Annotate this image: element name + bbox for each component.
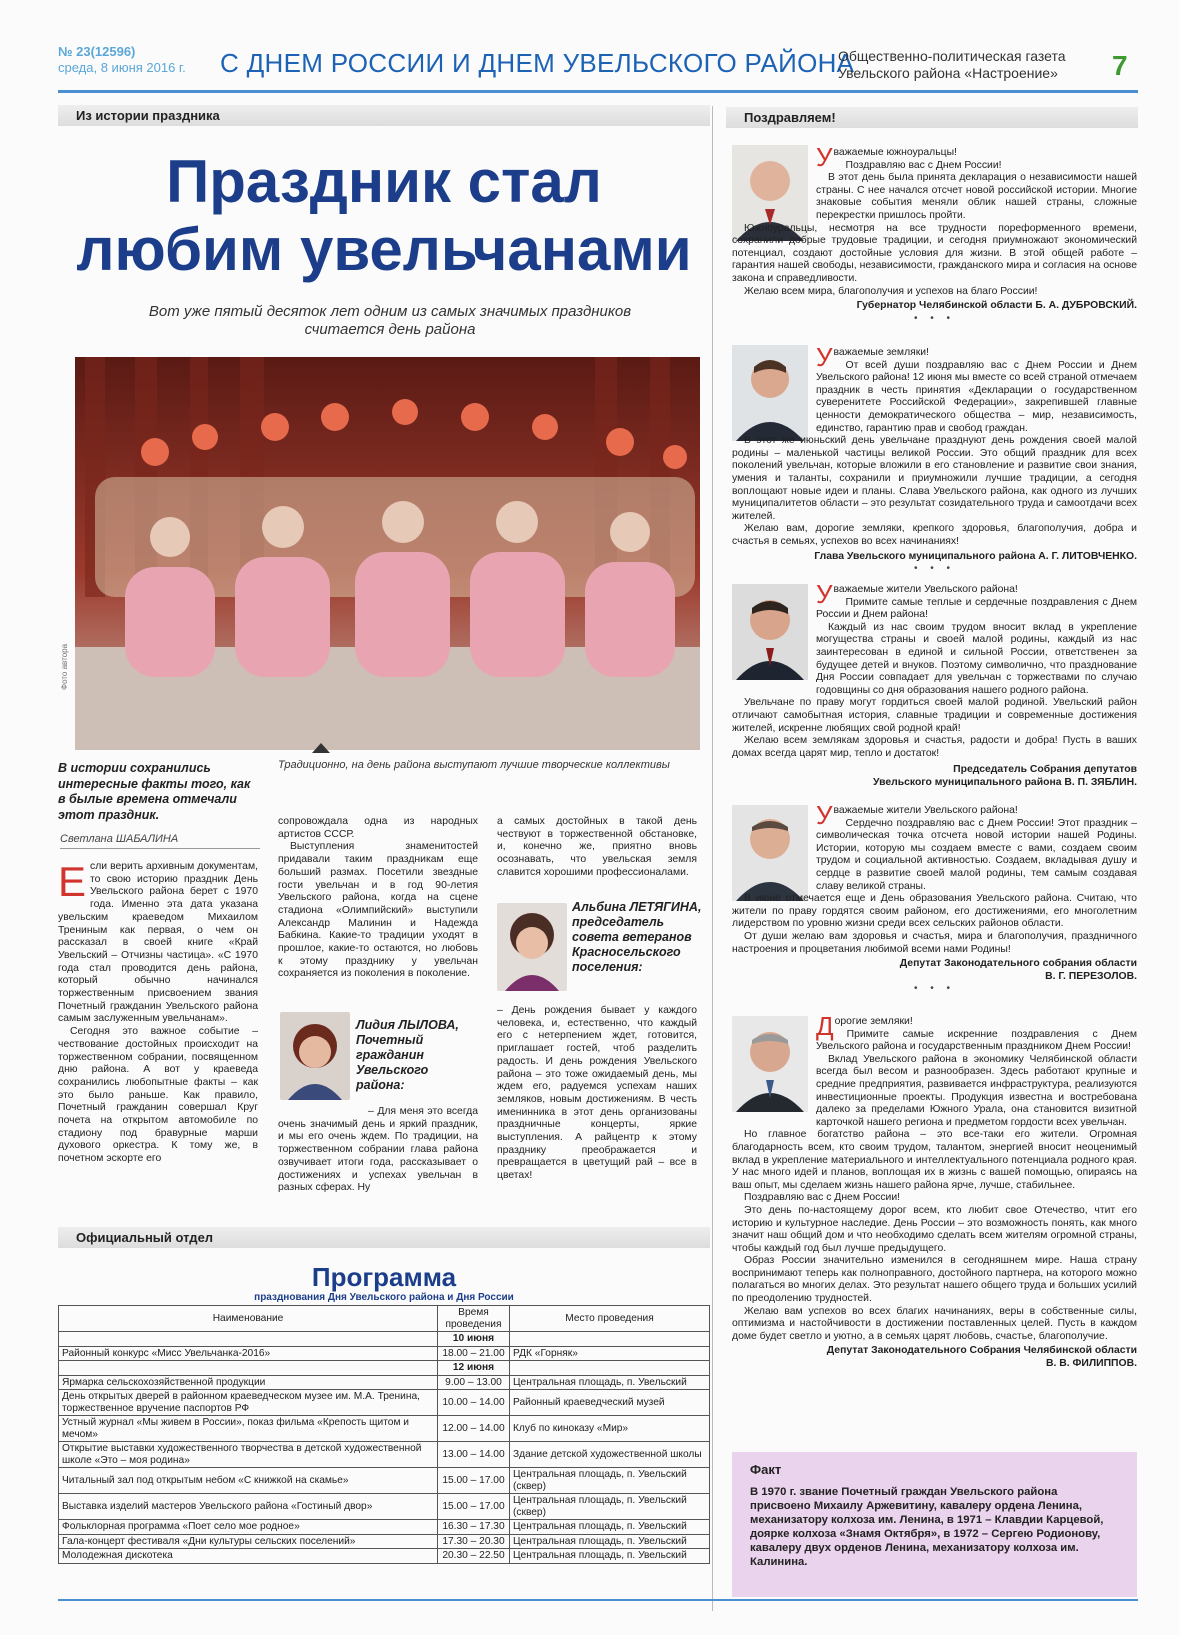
albina-quote: – День рождения бывает у каждого человека, и, естественно, что каждый его с нетерпением ждет, готовится, приглашает гостей, чтоб разделить радость. И день рождения Увельского района – это тоже ожидаемый день, мы ждем его, радуемся успехам наших земляков, новым достижениям. В честь именинника в этот день организованы праздничные концерты, яркие выступления. А райцентр к этому празднику преображается и превращается в цветущий рай – все в цветах!	[497, 1005, 697, 1182]
separator-stars: • • •	[913, 312, 956, 324]
fact-box	[732, 1452, 1137, 1597]
col-time-header: Время проведения	[438, 1306, 510, 1332]
separator-stars: • • •	[913, 563, 956, 575]
letter-greeting: орогие земляки!	[834, 1016, 913, 1027]
letter-paragraph: Желаю всем землякам здоровья и счастья, радости и добра! Пусть в ваших домах всегда царят мир, тепло и достаток!	[732, 735, 1137, 759]
event-time: 17.30 – 20.30	[438, 1534, 510, 1549]
albina-portrait	[497, 903, 567, 991]
col-place-header: Место проведения	[510, 1306, 710, 1332]
event-name: Гала-концерт фестиваля «Дни культуры сельских поселений»	[59, 1534, 438, 1549]
event-place: РДК «Горняк»	[510, 1346, 710, 1361]
article-col1	[58, 858, 258, 1166]
drop-cap: У	[816, 579, 833, 609]
table-row	[59, 1375, 710, 1390]
col1-paragraph2: Сегодня это важное событие – чествование достойных происходит на торжественном собрании, посвященном дню района. А вот у краеведа сохранились любопытные факты – как это было раньше. Как правило, Почетный гражданин совершал Круг почета на открытом автомобиле по стадиону под бравурные марши духового оркестра. К тому же, в почетном эскорте его	[58, 1026, 258, 1165]
letter-signature-title: Депутат Законодательного собрания области	[899, 958, 1137, 970]
letter-paragraph: В июне отмечается еще и День образования Увельского района. Считаю, что жители по праву гордятся своим районом, его достижениями, его многолетним лидерством по уровню жизни среди всех сельских районов области.	[732, 893, 1137, 930]
photo-credit: Фото автора	[60, 643, 69, 690]
header-title: С ДНЕМ РОССИИ И ДНЕМ УВЕЛЬСКОГО РАЙОНА	[220, 48, 855, 78]
footer-rule	[58, 1599, 1138, 1601]
event-name: Фольклорная программа «Поет село мое родное»	[59, 1520, 438, 1535]
issue-number: № 23(12596)	[58, 44, 136, 59]
event-name: Читальный зал под открытым небом «С книжкой на скамье»	[59, 1468, 438, 1494]
headline-line2: любим увельчанами	[76, 216, 692, 283]
event-time: 16.30 – 17.30	[438, 1520, 510, 1535]
lead	[70, 303, 710, 339]
drop-cap: У	[816, 342, 833, 372]
letter-paragraph: Поздравляю вас с Днем России!	[744, 1192, 901, 1204]
col2-paragraph1: сопровождала одна из народных артистов СССР.	[278, 816, 478, 840]
date-cell: 10 июня	[438, 1332, 510, 1347]
event-place: Центральная площадь, п. Увельский	[510, 1534, 710, 1549]
letter-paragraph: Поздравляю вас с Днем России!	[845, 159, 1002, 171]
event-name: Молодежная дискотека	[59, 1549, 438, 1564]
letter-perezolov	[732, 800, 1137, 996]
date-cell: 12 июня	[438, 1361, 510, 1376]
letter-greeting: важаемые жители Увельского района!	[833, 805, 1018, 816]
letter-paragraph: Желаю вам, дорогие земляки, крепкого здоровья, благополучия, добра и счастья в семьях, успехов во всех начинаниях!	[732, 523, 1137, 547]
event-name: Открытие выставки художественного творчества в детской художественной школе «Это – моя родина»	[59, 1442, 438, 1468]
letter-signature-title: Председатель Собрания депутатов	[953, 764, 1137, 776]
event-place: Центральная площадь, п. Увельский	[510, 1520, 710, 1535]
section-official: Официальный отдел	[58, 1227, 710, 1248]
headline	[60, 148, 708, 284]
col3-paragraph1: а самых достойных в такой день чествуют в торжественной обстановке, и, конечно же, приятно вновь осознавать, что увельская земля славится хорошими профессионалами.	[497, 816, 697, 878]
letter-paragraph: Каждый из нас своим трудом вносит вклад в укрепление могущества страны и своей малой родины, каждый из нас заинтересован в единой и сильной России, ответственен за будущее детей и внуков. Поэтому символично, что празднование Дня России совпадает для увельчан с торжествами по случаю годовщины со дня образования нашего родного района.	[816, 621, 1137, 696]
col1-paragraph1: сли верить архивным документам, то свою историю праздник День Увельского района берет с 1970 года. Именно эта дата указана увельским краеведом Михаилом Трениным как первая, о чем он рассказал в своей книге «Край Увельский – Отчизны частица». «С 1970 года стал проводится день района, который обычно начинался торжественным присвоением звания Почетный гражданин Увельского района самым заслуженным увельчанам».	[58, 861, 258, 1025]
section-congrats: Поздравляем!	[726, 107, 1138, 128]
issue-info	[58, 44, 186, 76]
letter-signature: Губернатор Челябинской области Б. А. ДУБРОВСКИЙ.	[856, 300, 1137, 312]
event-place: Центральная площадь, п. Увельский	[510, 1549, 710, 1564]
letter-paragraph: Южноуральцы, несмотря на все трудности пореформенного времени, сохранили добрые трудовые традиции, и сегодня приумножают экономический потенциал, создают достойные условия для жизни. В этой общей работе – гарантия нашей свободы, независимости, гражданского мира и согласия на основе закона и справедливости.	[732, 222, 1137, 284]
table-row	[59, 1520, 710, 1535]
fact-title: Факт	[750, 1462, 782, 1477]
letter-dubrovsky	[732, 142, 1137, 325]
table-row	[59, 1534, 710, 1549]
letter-paragraph: От всей души поздравляю вас с Днем России и Днем Увельского района! 12 июня мы вместе со всей страной отмечаем праздник в честь принятия «Декларации о государственном суверенитете Российской Федерации», закрепившей главные ценности демократического общества – мир, независимость, единство, гарантию прав и свобод граждан.	[816, 359, 1138, 434]
main-photo	[75, 357, 700, 750]
paper-name-line1: Общественно-политическая газета	[838, 48, 1066, 64]
lead-line2: считается день района	[304, 321, 476, 338]
letter-paragraph: Желаю вам успехов во всех благих начинаниях, веры в собственные силы, оптимизма и настойчивости в достижении поставленных целей. Пусть в каждом доме будет светло и уютно, а в семьях царят любовь, счастье, благополучие.	[732, 1305, 1137, 1342]
article-col2	[278, 816, 478, 981]
headline-line1: Праздник стал	[166, 148, 602, 215]
fact-text: В 1970 г. звание Почетный граждан Увельского района присвоено Михаилу Аржевитину, кавалеру ордена Ленина, механизатору колхоза им. Ленина, в 1971 – Клавдии Карцевой, доярке колхоза «Знамя Октября», в 1972 – Сергею Родионову, кавалеру двух орденов Ленина, механизатору колхоза им. Калинина.	[750, 1486, 1104, 1568]
portrait-woman-icon	[497, 903, 567, 991]
caption-pointer-icon	[312, 743, 330, 753]
letter-paragraph: Но главное богатство района – это все-таки его жители. Огромная благодарность всем, кто своим трудом, талантом, энергией вносит неоценимый вклад в укрепление материального и интеллектуального потенциала родного края. У нас много идей и планов, воплощая их в жизнь с вашей помощью, опираясь на ваш опыт, мы сделаем жизнь нашего района ярче, лучше, стабильнее.	[732, 1129, 1137, 1191]
section-history: Из истории праздника	[58, 105, 710, 126]
event-name: Устный журнал «Мы живем в России», показ фильма «Крепость щитом и мечом»	[59, 1416, 438, 1442]
page-number: 7	[1112, 50, 1128, 81]
col2-paragraph2: Выступления знаменитостей придавали таким праздникам еще больший размах. Посетили звездные гости увельчан и в год 90-летия Увельского района, когда на сцене стадиона «Олимпийский» выступили Александр Малинин и Надежда Бабкина. Какие-то традиции уходят в прошлое, какие-то остаются, но любовь к этому празднику у увельчан сохраняется из поколения в поколение.	[278, 841, 478, 980]
event-place: Центральная площадь, п. Увельский	[510, 1375, 710, 1390]
event-time: 12.00 – 14.00	[438, 1416, 510, 1442]
letter-signature-title: Депутат Законодательного Собрания Челябинской области	[826, 1345, 1137, 1357]
dancers-photo-illustration	[75, 357, 700, 750]
letter-litovchenko	[732, 342, 1138, 576]
table-row	[59, 1332, 710, 1347]
program-body	[59, 1332, 710, 1564]
drop-cap: Д	[816, 1011, 834, 1041]
table-header-row	[59, 1306, 710, 1332]
event-place: Здание детской художественной школы	[510, 1442, 710, 1468]
letter-paragraph: От души желаю вам здоровья и счастья, мира и благополучия, праздничного настроения и процветания любимой всеми нами Родины!	[732, 930, 1137, 955]
letter-greeting: важаемые жители Увельского района!	[833, 584, 1018, 595]
letter-intro	[816, 579, 1137, 697]
event-place: Центральная площадь, п. Увельский (сквер)	[510, 1494, 710, 1520]
header-rule	[58, 90, 1138, 93]
photo-caption: Традиционно, на день района выступают лучшие творческие коллективы	[278, 759, 670, 771]
letter-zyablin	[732, 579, 1137, 790]
program-title: Программа	[311, 1262, 457, 1292]
lydia-name: Лидия ЛЫЛОВА, Почетный гражданин Увельского района:	[356, 1018, 459, 1092]
program-table	[58, 1305, 710, 1564]
letter-greeting: важаемые земляки!	[833, 347, 929, 358]
letter-paragraph: Желаю всем мира, благополучия и успехов на благо России!	[744, 285, 1038, 297]
letter-signature: В. В. ФИЛИППОВ.	[1045, 1358, 1137, 1370]
lydia-quote: – Для меня это всегда очень значимый день и яркий праздник, и мы его очень ждем. По традиции, на торжественном собрании глава района озвучивает итоги года, рассказывает о достижениях и успехах увельчан в разных сферах. Ну	[278, 1106, 478, 1194]
letter-paragraph: Увельчане по праву могут гордиться своей малой родиной. Увельский район отличают самобытная история, славные традиции и современные достижения жителей, искренне любящих свой родной край!	[732, 697, 1137, 734]
letter-paragraph: Сердечно поздравляю вас с Днем России! Этот праздник – символическая точка отсчета новой истории нашей Родины. Истории, которую мы создаем вместе с вами, создаем своим трудом и социальной активностью. Создаем, вкладывая душу и сердце в развитие своей малой родины, тем самым создавая славу великой страны.	[816, 817, 1137, 892]
letter-paragraph: Вклад Увельского района в экономику Челябинской области всегда был весом и разнообразен. Здесь работают крупные и средние предприятия, развивается инфраструктура, реализуются инвестиционные проекты. Продукция известна и востребована далеко за пределами Южного Урала, она становится визитной карточкой нашего региона и предметом гордости всех увельчан.	[816, 1053, 1137, 1128]
letter-paragraph: Образ России значительно изменился в сегодняшнем мире. Наша страну воспринимают теперь как полноправного, достойного партнера, на которого можно полагаться во многих делах. Это результат нашего общего труда и больших усилий по преодолению трудностей.	[732, 1255, 1137, 1305]
letter-paragraph: В этот же июньский день увельчане празднуют день рождения своей малой родины – маленькой частицы великой России. Это общий праздник для всех поколений увельчан, которые вложили в его становление и развитие свои знания, умения и таланты, сохранили и приумножили лучшие традиции, а сегодня воплощают новые идеи и планы. Слава Увельского района, как одного из лучших муниципалитетов области – это результат созидательного труда и самоотдачи всех жителей.	[732, 435, 1137, 522]
drop-cap: У	[816, 800, 833, 830]
event-time: 20.30 – 22.50	[438, 1549, 510, 1564]
col-name-header: Наименование	[59, 1306, 438, 1332]
letter-signature: В. Г. ПЕРЕЗОЛОВ.	[1045, 970, 1137, 982]
table-row	[59, 1361, 710, 1376]
letter-paragraph: Это день по-настоящему дорог всем, кто любит свое Отечество, чтит его историю и культурное наследие. День России – это возможность понять, как много значит наш общий дом и что необходимо сделать всем жителям огромной страны, чтобы каждый год был лучше предыдущего.	[732, 1204, 1137, 1254]
letter-greeting: важаемые южноуральцы!	[833, 147, 957, 158]
drop-cap: У	[816, 142, 833, 172]
letter-paragraph: В этот день была принята декларация о независимости нашей страны. С нее начался отсчет новой российской истории. Многие знаковые события меняли облик нашей страны, сложные перекрестки пришлось пройти.	[816, 172, 1137, 221]
event-time: 13.00 – 14.00	[438, 1442, 510, 1468]
table-row	[59, 1390, 710, 1416]
event-time: 10.00 – 14.00	[438, 1390, 510, 1416]
portrait-woman-icon	[280, 1012, 350, 1100]
separator-stars: • • •	[913, 983, 956, 995]
event-name: Ярмарка сельскохозяйственной продукции	[59, 1375, 438, 1390]
event-name: День открытых дверей в районном краеведческом музее им. М.А. Тренина, торжественное вручение паспортов РФ	[59, 1390, 438, 1416]
event-place: Клуб по киноказу «Мир»	[510, 1416, 710, 1442]
event-time: 15.00 – 17.00	[438, 1494, 510, 1520]
event-time: 9.00 – 13.00	[438, 1375, 510, 1390]
albina-name: Альбина ЛЕТЯГИНА, председатель совета ветеранов Красносельского поселения:	[572, 900, 702, 974]
event-place: Районный краеведческий музей	[510, 1390, 710, 1416]
table-row	[59, 1416, 710, 1442]
letter-intro	[816, 342, 1138, 435]
sidebar-caption: В истории сохранились интересные факты того, как в былые времена отмечали этот праздник.	[58, 761, 251, 822]
letter-intro	[816, 142, 1137, 223]
letter-intro	[816, 1011, 1137, 1129]
table-row	[59, 1442, 710, 1468]
event-time: 18.00 – 21.00	[438, 1346, 510, 1361]
lydia-portrait	[280, 1012, 350, 1100]
letter-paragraph: Примите самые искренние поздравления с Днем Увельского района и государственным праздником Днем России!	[816, 1028, 1137, 1053]
letter-signature: Глава Увельского муниципального района А. Г. ЛИТОВЧЕНКО.	[814, 550, 1137, 562]
table-row	[59, 1494, 710, 1520]
table-row	[59, 1346, 710, 1361]
column-divider	[712, 106, 713, 1611]
letter-paragraph: Примите самые теплые и сердечные поздравления с Днем России и Днем района!	[816, 596, 1137, 621]
table-row	[59, 1468, 710, 1494]
table-row	[59, 1549, 710, 1564]
drop-cap: Е	[58, 858, 87, 905]
paper-name	[838, 48, 1066, 82]
event-time: 15.00 – 17.00	[438, 1468, 510, 1494]
letter-filippov	[732, 1011, 1137, 1371]
issue-date: среда, 8 июня 2016 г.	[58, 60, 186, 75]
event-place: Центральная площадь, п. Увельский (сквер)	[510, 1468, 710, 1494]
author-rule	[60, 848, 260, 849]
author: Светлана ШАБАЛИНА	[60, 833, 179, 845]
event-name: Выставка изделий мастеров Увельского района «Гостиный двор»	[59, 1494, 438, 1520]
letter-signature: Увельского муниципального района В. П. ЗЯБЛИН.	[873, 776, 1137, 788]
lead-line1: Вот уже пятый десяток лет одним из самых значимых праздников	[148, 303, 632, 320]
letter-intro	[816, 800, 1137, 893]
event-name: Районный конкурс «Мисс Увельчанка-2016»	[59, 1346, 438, 1361]
paper-name-line2: Увельского района «Настроение»	[838, 65, 1058, 81]
program-subtitle: празднования Дня Увельского района и Дня России	[254, 1292, 514, 1303]
